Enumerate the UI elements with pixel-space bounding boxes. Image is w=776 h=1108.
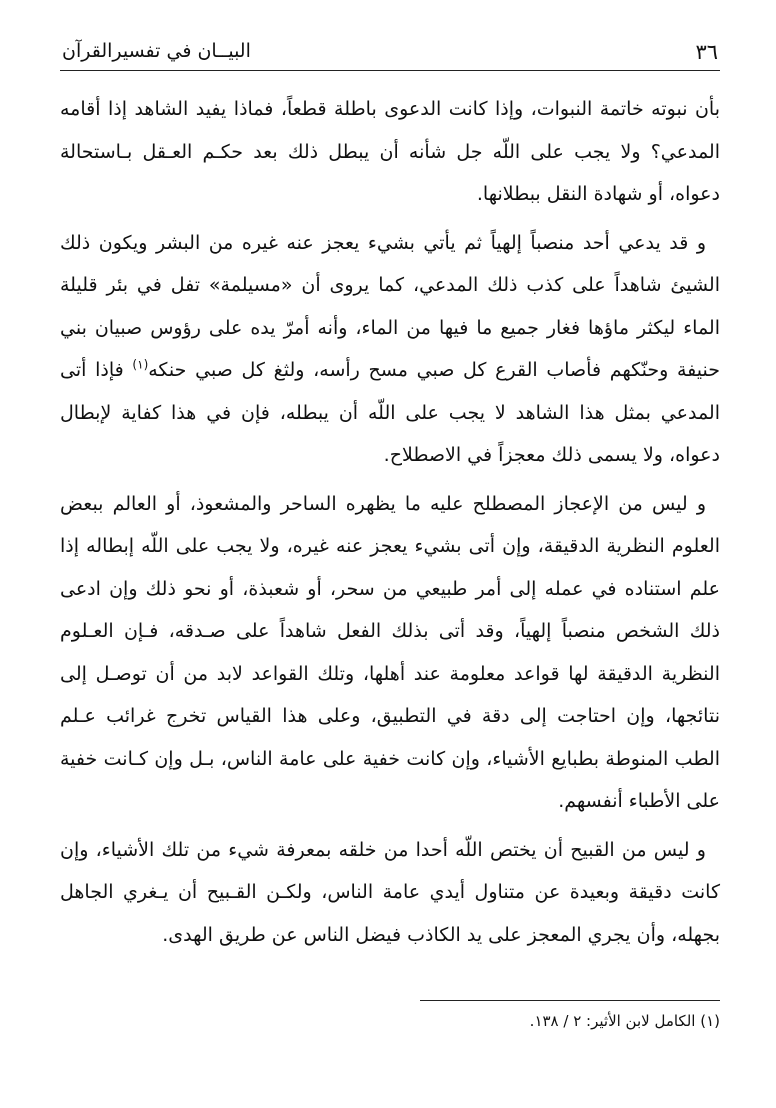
footnote: (١) الكامل لابن الأثير: ٢ / ١٣٨. [529,1012,720,1030]
paragraph-2 [60,222,720,477]
paragraph-2-text-before-ref: و قد يدعي أحد منصباً إلهياً ثم يأتي بشيء يعجز عنه غيره من البشر ويكون ذلك الشيئ شاهداً على كذب ذلك المدعي، كما يروى أن «مسيلمة» تفل في بئر قليلة الماء ليكثر ماؤها فغار جميع ما فيها من الماء، وأنه أمرّ يده على رؤوس صبيان بني حنيفة وحنّكهم فأصاب القرع كل صبي مسح رأسه، ولثغ كل صبي حنكه [60,231,720,381]
paragraph-4: و ليس من القبيح أن يختص اللّه أحدا من خلقه بمعرفة شيء من تلك الأشياء، وإن كانت دقيقة وبعيدة عن متناول أيدي عامة الناس، ولكـن القـبيح أن يـغري الجاهل بجهله، وأن يجري المعجز على يد الكاذب فيضل الناس عن طريق الهدى. [60,838,720,946]
paragraph-3: و ليس من الإعجاز المصطلح عليه ما يظهره الساحر والمشعوذ، أو العالم ببعض العلوم النظرية الدقيقة، وإن أتى بشيء يعجز عنه غيره، ولا يجب على اللّه إبطاله إذا علم استناده في عمله إلى أمر طبيعي من سحر، أو شعبذة، أو نحو ذلك وإن ادعى ذلك الشخص منصباً إلهياً، وقد أتى بذلك الفعل شاهداً على صـدقه، فـإن العـلوم النظرية الدقيقة لها قواعد معلومة عند أهلها، وتلك القواعد لابد من أن توصـل إلى نتائجها، وإن احتاجت إلى دقة في التطبيق، وعلى هذا القياس تخرج غرائب عـلم الطب المنوطة بطبايع الأشياء، وإن كانت خفية على عامة الناس، بـل وإن كـانت خفية على الأطباء أنفسهم. [60,492,720,812]
footnote-reference[interactable]: (١) [132,357,149,372]
paragraph-2-text-after-ref: فإذا أتى المدعي بمثل هذا الشاهد لا يجب على اللّه أن يبطله، فإن في هذا كفاية لإبطال دعواه، ولا يسمى ذلك معجزاً في الاصطلاح. [60,359,720,466]
running-title: البيــان في تفسيرالقرآن [62,40,251,62]
book-page [60,0,720,1108]
page-header [60,30,720,71]
paragraph-1: بأن نبوته خاتمة النبوات، وإذا كانت الدعوى باطلة قطعاً، فماذا يفيد الشاهد إذا أقامه المدعي؟ ولا يجب على اللّه جل شأنه أن يبطل ذلك بعد حكـم العـقل بـاستحالة دعواه، أو شهادة النقل ببطلانها. [60,98,720,205]
page-number: ٣٦ [695,40,718,64]
footnote-divider [420,1000,720,1001]
body-text [60,88,720,962]
